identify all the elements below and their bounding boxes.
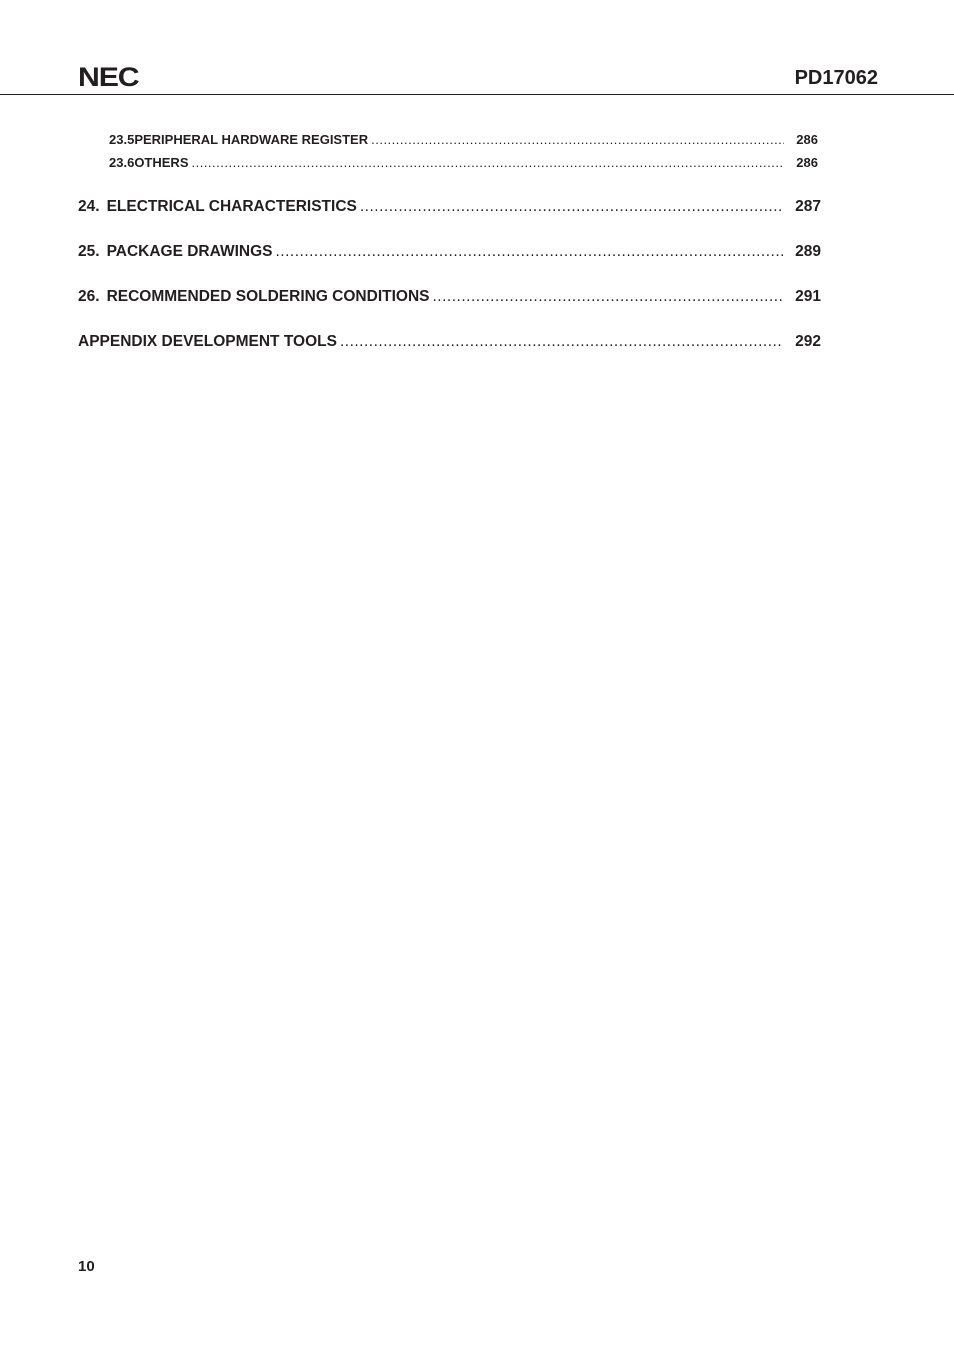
toc-entry-23-5[interactable] [78,132,821,147]
toc-entry-page: 292 [795,333,821,350]
toc-entry-25[interactable] [78,243,821,261]
nec-logo: NEC [78,62,139,92]
toc-entry-title: APPENDIX DEVELOPMENT TOOLS [78,333,337,350]
dot-leader [340,333,783,351]
toc-entry-title: PACKAGE DRAWINGS [106,243,273,260]
toc-entry-24[interactable] [78,198,821,216]
toc-entry-number: 23.5 [109,132,135,147]
toc-entry-title: ELECTRICAL CHARACTERISTICS [106,198,357,215]
toc-entry-number: 23.6 [109,155,135,170]
toc-entry-page: 289 [795,243,821,260]
toc-entry-page: 287 [795,198,821,215]
dot-leader [371,132,784,147]
toc-entry-title: RECOMMENDED SOLDERING CONDITIONS [106,288,430,305]
toc-entry-page: 286 [796,132,818,147]
document-title: PD17062 [794,67,878,89]
toc-entry-26[interactable] [78,288,821,306]
toc-entry-appendix[interactable] [78,333,821,351]
dot-leader [191,155,784,170]
page-header [0,0,954,95]
toc-entry-number: 25. [78,243,100,260]
dot-leader [275,243,783,261]
dot-leader [360,198,783,216]
toc-entry-number: 26. [78,288,100,305]
toc-entry-title: OTHERS [134,155,189,170]
toc-entry-23-6[interactable] [78,155,821,170]
toc-entry-title: PERIPHERAL HARDWARE REGISTER [134,132,369,147]
dot-leader [433,288,784,306]
toc-entry-page: 286 [796,155,818,170]
toc-entry-number: 24. [78,198,100,215]
toc-entry-page: 291 [795,288,821,305]
page-number: 10 [78,1258,95,1275]
